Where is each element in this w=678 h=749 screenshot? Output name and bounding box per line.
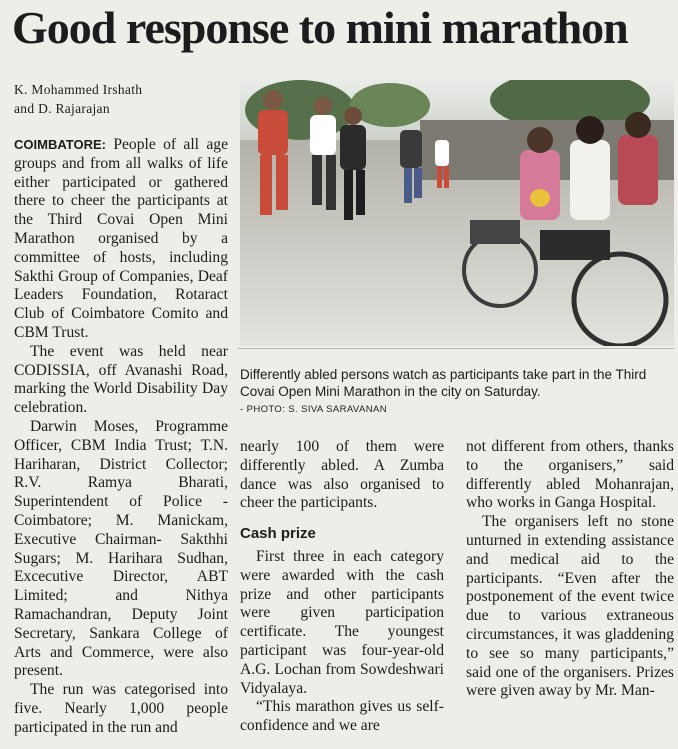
column-1: [14, 136, 228, 738]
paragraph-text: People of all age groups and from all walks of life either participated or gathered there to cheer the participants at the Third Covai Open Mini Marathon organised by a committee of hosts, including Sakthi Group of Companies, Deaf Leaders Foundation, Rotaract Club of Coimbatore Comito and CBM Trust.: [14, 136, 228, 341]
paragraph: The organisers left no stone unturned in extending assistance and medical aid to the participants. “Even after the postponement of the event twice due to various extraneous circumstances, it was gladdening to see so many participants,” said one of the organisers. Prizes were given away by Mr. Man-: [466, 513, 674, 700]
byline-line-2: and D. Rajarajan: [14, 101, 110, 116]
paragraph: Darwin Moses, Programme Officer, CBM India Trust; T.N. Hariharan, District Collector; R.V. Ramya Bharati, Superintendent of Police - Coimbatore; M. Manickam, Executive Chairman- Sakthhi Sugars; M. Harihara Sudhan, Excecutive Director, ABT Limited; and Nithya Ramachandran, Deputy Joint Secretary, Sankara College of Arts and Commerce, were also present.: [14, 417, 228, 680]
paragraph: First three in each category were awarded with the cash prize and other participants were given participation certificate. The youngest participant was four-year-old A.G. Lochan from Sowdeshwari Vidyalaya.: [240, 547, 444, 697]
column-2: [240, 438, 444, 736]
paragraph: not different from others, thanks to the organisers,” said differently abled Mohanrajan, who works in Ganga Hospital.: [466, 438, 674, 512]
paragraph: “This marathon gives us self-confidence and we are: [240, 698, 444, 735]
subheading: Cash prize: [240, 525, 316, 543]
paragraph: The event was held near CODISSIA, off Avanashi Road, marking the World Disability Day celebration.: [14, 342, 228, 417]
byline: [14, 80, 229, 118]
marathon-photo-illustration: [240, 80, 674, 346]
byline-line-1: K. Mohammed Irshath: [14, 82, 143, 97]
dateline: COIMBATORE:: [14, 137, 106, 152]
photo-caption: Differently abled persons watch as participants take part in the Third Covai Open Mini Marathon in the city on Saturday.: [240, 367, 647, 399]
paragraph: The run was categorised into five. Nearly 1,000 people participated in the run and: [14, 681, 228, 736]
headline: Good response to mini marathon: [12, 2, 628, 53]
paragraph: nearly 100 of them were differently abled. A Zumba dance was also organised to cheer the participants.: [240, 438, 444, 512]
photo-divider: [238, 348, 674, 349]
column-3: [466, 438, 674, 701]
marathon-photo: [240, 80, 674, 346]
paragraph: [14, 136, 228, 343]
photo-credit: - PHOTO: S. SIVA SARAVANAN: [240, 404, 387, 415]
